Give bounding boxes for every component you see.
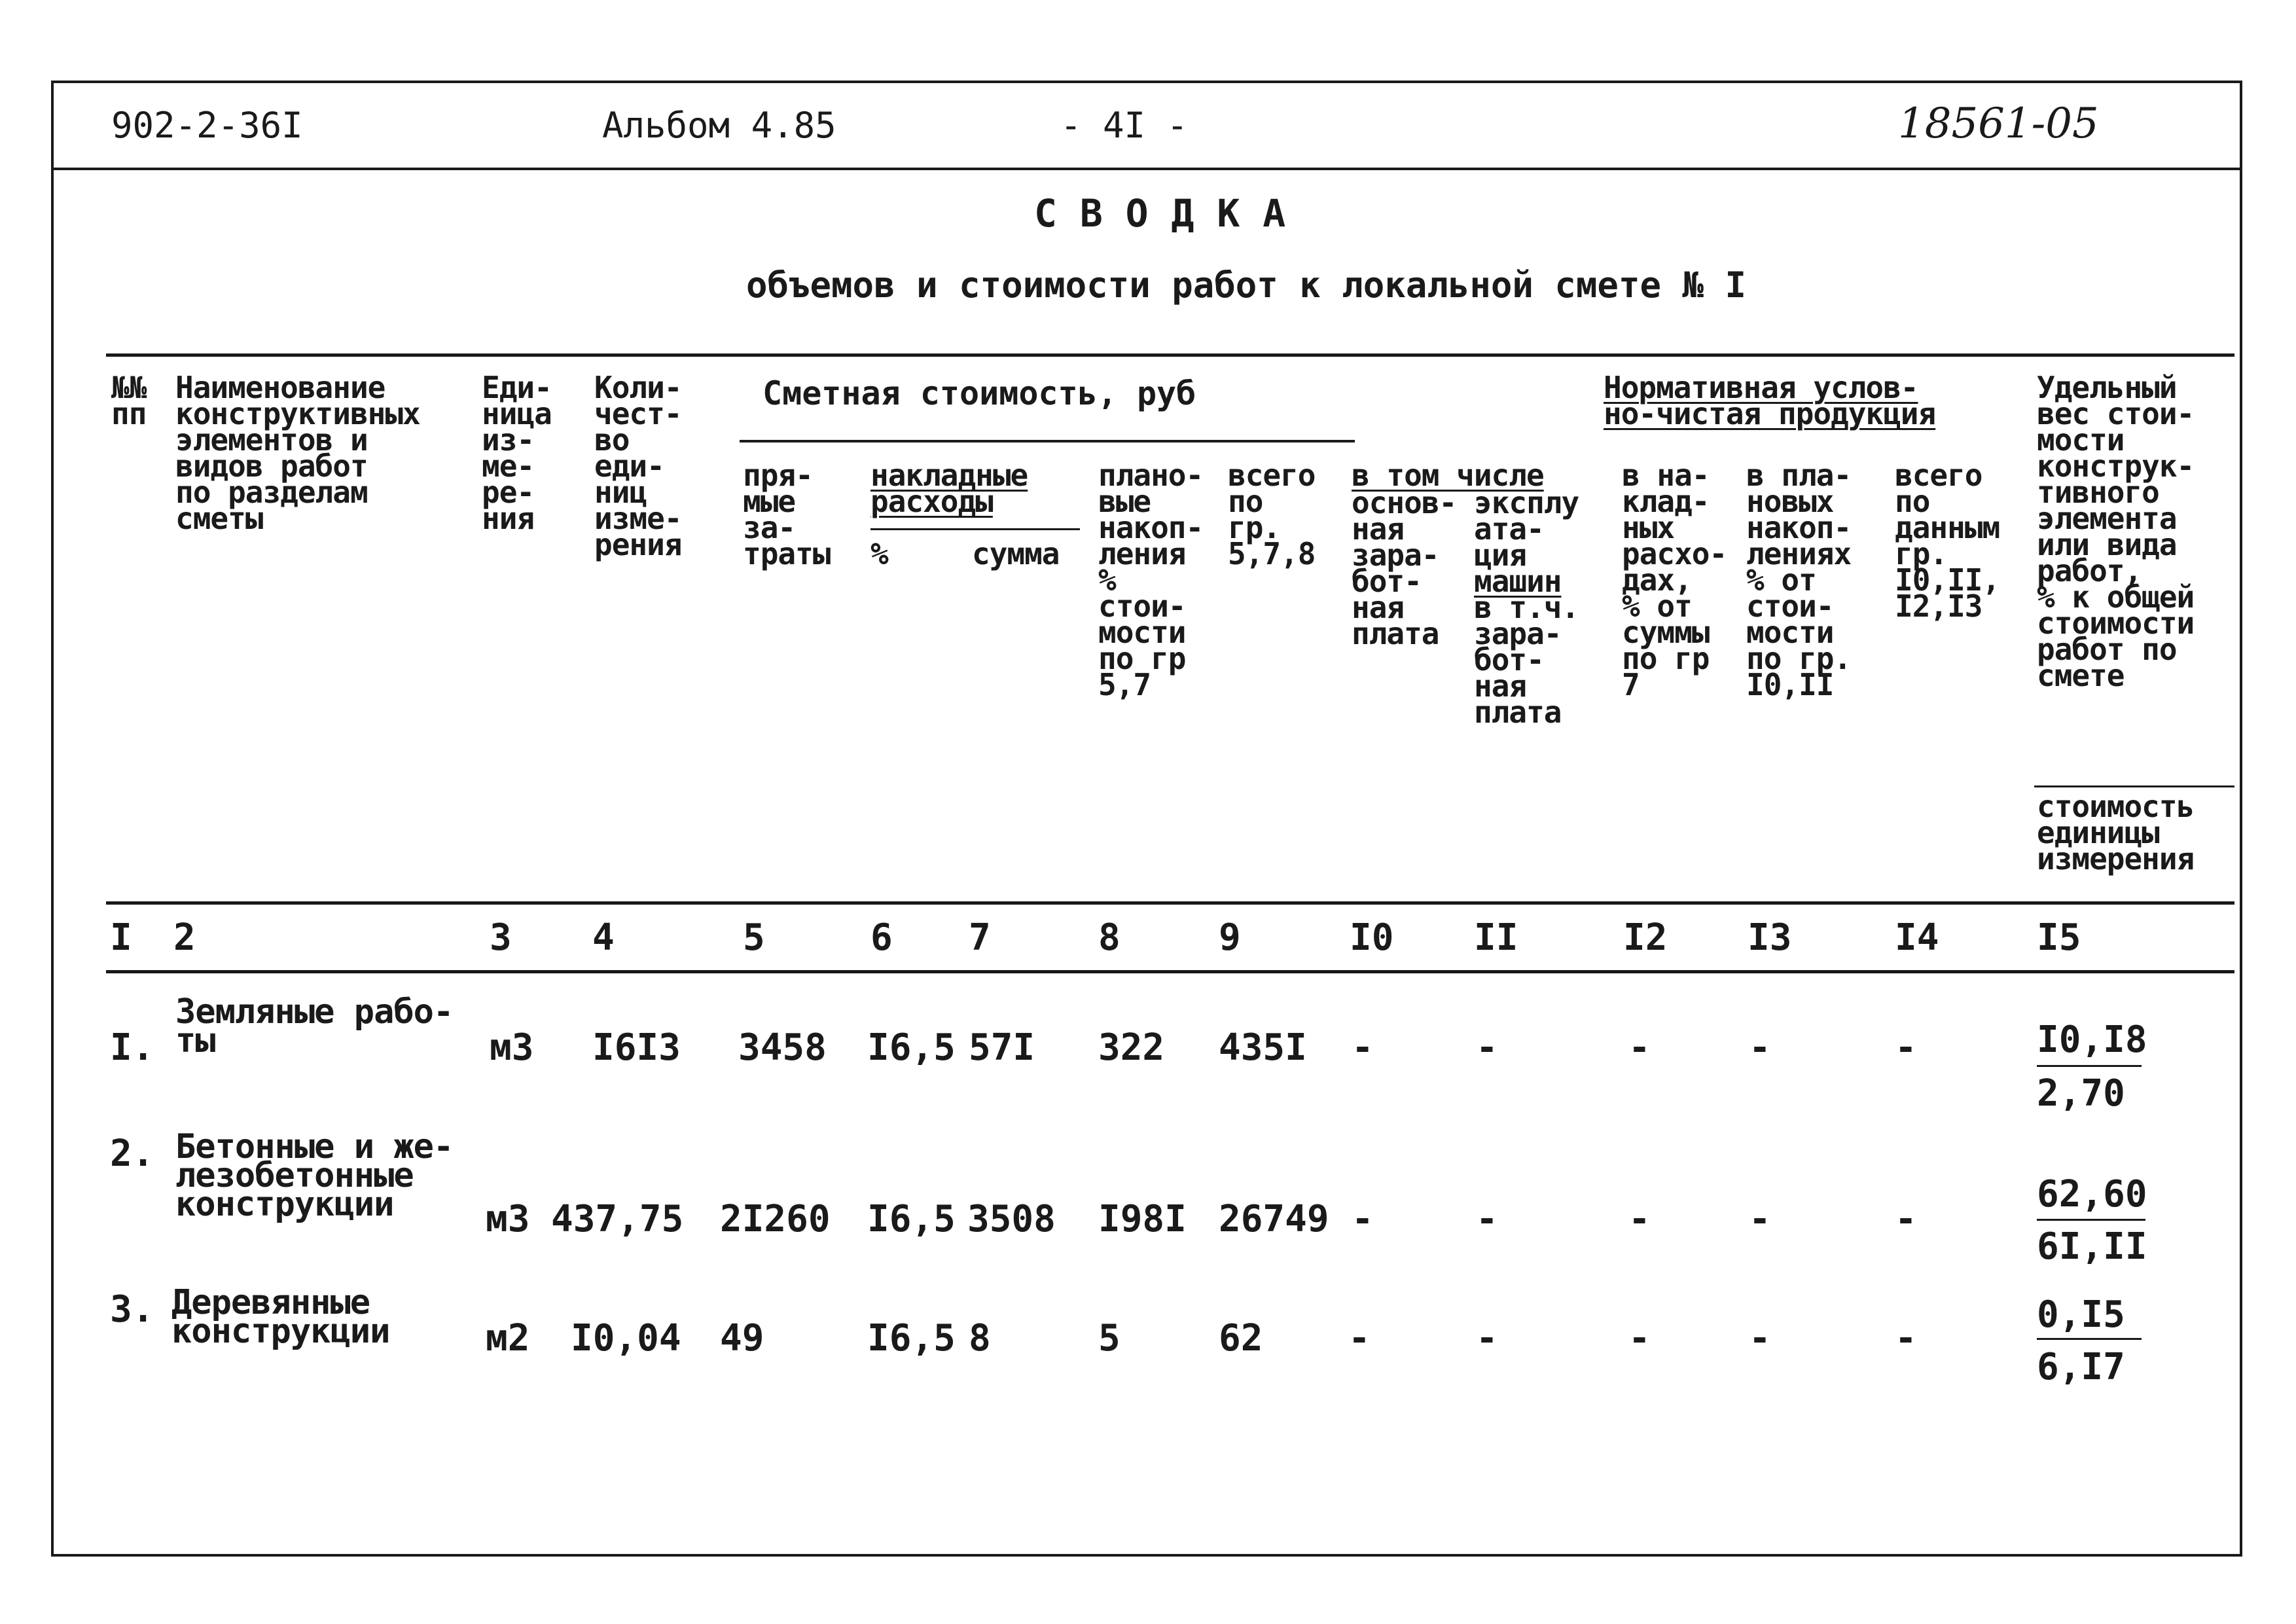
row-total: 435I	[1219, 1026, 1307, 1069]
row-c13: -	[1749, 1317, 1771, 1360]
row-c14: -	[1895, 1198, 1917, 1240]
row-c13: -	[1749, 1198, 1771, 1240]
row-share: 0,I5	[2037, 1293, 2125, 1336]
header-col-11b: машин	[1474, 564, 1562, 599]
row-c14: -	[1895, 1026, 1917, 1069]
row-sum: 57I	[969, 1026, 1035, 1069]
header-col-3: Еди- ница из- ме- ре- ния	[482, 370, 552, 536]
row-sum: 3508	[967, 1198, 1056, 1240]
colnum-5: 5	[743, 916, 765, 959]
row-name: Земляные рабо- ты	[175, 992, 454, 1060]
row-c12: -	[1628, 1198, 1651, 1240]
album-label: Альбом 4.85	[602, 105, 836, 146]
header-col-5: пря- мые за- траты	[743, 458, 831, 571]
colnum-8: 8	[1098, 916, 1121, 959]
header-col-10: основ- ная зара- бот- ная плата	[1352, 485, 1457, 651]
row-planned: 5	[1098, 1317, 1121, 1360]
colnum-bottom-rule	[106, 970, 2234, 973]
header-col-1: №№ пп	[111, 370, 147, 431]
row-total: 62	[1219, 1317, 1263, 1360]
row-total: 26749	[1219, 1198, 1329, 1240]
table-top-rule	[106, 353, 2234, 357]
row-unit-cost: 6I,II	[2037, 1225, 2147, 1268]
row-num: 2.	[110, 1132, 154, 1175]
header-col-4: Коли- чест- во еди- ниц изме- рения	[594, 370, 682, 562]
colnum-11: II	[1474, 916, 1518, 959]
row-sum: 8	[969, 1317, 991, 1360]
row-fraction-bar	[2037, 1338, 2142, 1340]
colnum-12: I2	[1623, 916, 1668, 959]
colnum-14: I4	[1895, 916, 1939, 959]
row-num: I.	[110, 1026, 154, 1069]
row-unit: м2	[486, 1317, 530, 1360]
share-divider	[2034, 785, 2234, 787]
page-title: С В О Д К А	[1034, 191, 1286, 236]
header-norm-group: Нормативная услов- но-чистая продукция	[1604, 370, 1936, 431]
colnum-10: I0	[1350, 916, 1394, 959]
row-c10: -	[1348, 1317, 1371, 1360]
colnum-7: 7	[969, 916, 991, 959]
header-col-7: сумма	[972, 536, 1060, 571]
header-col-11c: в т.ч. зара- бот- ная плата	[1474, 590, 1579, 730]
header-col-15a: Удельный вес стои- мости конструк- тивного элемента или вида работ, % к общей стоимости работ по смете	[2037, 370, 2195, 693]
row-name: Бетонные и же- лезобетонные конструкции	[175, 1127, 454, 1224]
row-c14: -	[1895, 1317, 1917, 1360]
overhead-rule	[870, 528, 1080, 530]
header-col-13: в пла- новых накоп- лениях % от стои- мости по гр. I0,II	[1746, 458, 1852, 702]
header-overhead: накладные расходы	[870, 458, 1028, 519]
row-num: 3.	[110, 1288, 154, 1331]
frame-left	[51, 81, 54, 1557]
frame-right	[2240, 81, 2242, 1557]
header-col-12: в на- клад- ных расхо- дах, % от суммы по гр 7	[1622, 458, 1727, 702]
row-fraction-bar	[2037, 1219, 2145, 1221]
colnum-9: 9	[1219, 916, 1241, 959]
row-c10: -	[1352, 1026, 1374, 1069]
colnum-4: 4	[592, 916, 615, 959]
row-c12: -	[1628, 1026, 1651, 1069]
row-c13: -	[1749, 1026, 1771, 1069]
row-pct: I6,5	[867, 1198, 956, 1240]
row-unit: м3	[490, 1026, 534, 1069]
row-c10: -	[1352, 1198, 1374, 1240]
header-cost-group: Сметная стоимость, руб	[762, 374, 1196, 412]
document-code: 902-2-36I	[111, 105, 303, 146]
row-pct: I6,5	[867, 1317, 956, 1360]
colnum-6: 6	[870, 916, 893, 959]
header-col-9: всего по гр. 5,7,8	[1228, 458, 1316, 571]
frame-bottom	[51, 1554, 2242, 1557]
row-c11: -	[1476, 1198, 1498, 1240]
row-share: 62,60	[2037, 1173, 2147, 1216]
row-direct: 3458	[738, 1026, 827, 1069]
cost-group-rule	[740, 440, 1355, 442]
row-c12: -	[1628, 1317, 1651, 1360]
row-unit-cost: 2,70	[2037, 1072, 2125, 1115]
row-qty: 437,75	[551, 1198, 684, 1240]
row-qty: I6I3	[592, 1026, 681, 1069]
row-fraction-bar	[2037, 1065, 2142, 1067]
header-col-2: Наименование конструктивных элементов и видов работ по разделам сметы	[175, 370, 420, 536]
header-bottom-rule	[106, 901, 2234, 905]
frame-top	[51, 81, 2242, 83]
row-unit: м3	[486, 1198, 530, 1240]
row-share: I0,I8	[2037, 1019, 2147, 1061]
row-direct: 2I260	[720, 1198, 831, 1240]
row-qty: I0,04	[571, 1317, 681, 1360]
row-c11: -	[1476, 1026, 1498, 1069]
row-direct: 49	[720, 1317, 764, 1360]
inventory-number: 18561-05	[1898, 99, 2099, 148]
colnum-15: I5	[2037, 916, 2081, 959]
row-planned: 322	[1098, 1026, 1165, 1069]
header-col-8: плано- вые накоп- ления % стои- мости по гр 5,7	[1098, 458, 1204, 702]
header-col-15b: стоимость единицы измерения	[2037, 789, 2195, 876]
row-name: Деревянные конструкции	[171, 1283, 390, 1351]
row-unit-cost: 6,I7	[2037, 1346, 2125, 1388]
row-c11: -	[1476, 1317, 1498, 1360]
header-incl: в том числе	[1352, 458, 1544, 493]
colnum-2: 2	[173, 916, 196, 959]
colnum-13: I3	[1748, 916, 1792, 959]
header-col-6: %	[870, 536, 888, 571]
colnum-1: I	[110, 916, 132, 959]
header-rule	[51, 168, 2242, 170]
header-col-14: всего по данным гр. I0,II, I2,I3	[1895, 458, 2000, 624]
header-col-11a: эксплу ата- ция	[1474, 485, 1579, 573]
colnum-3: 3	[490, 916, 512, 959]
page-number: - 4I -	[1060, 105, 1189, 146]
page-subtitle: объемов и стоимости работ к локальной смете № I	[746, 264, 1747, 306]
row-pct: I6,5	[867, 1026, 956, 1069]
row-planned: I98I	[1098, 1198, 1187, 1240]
